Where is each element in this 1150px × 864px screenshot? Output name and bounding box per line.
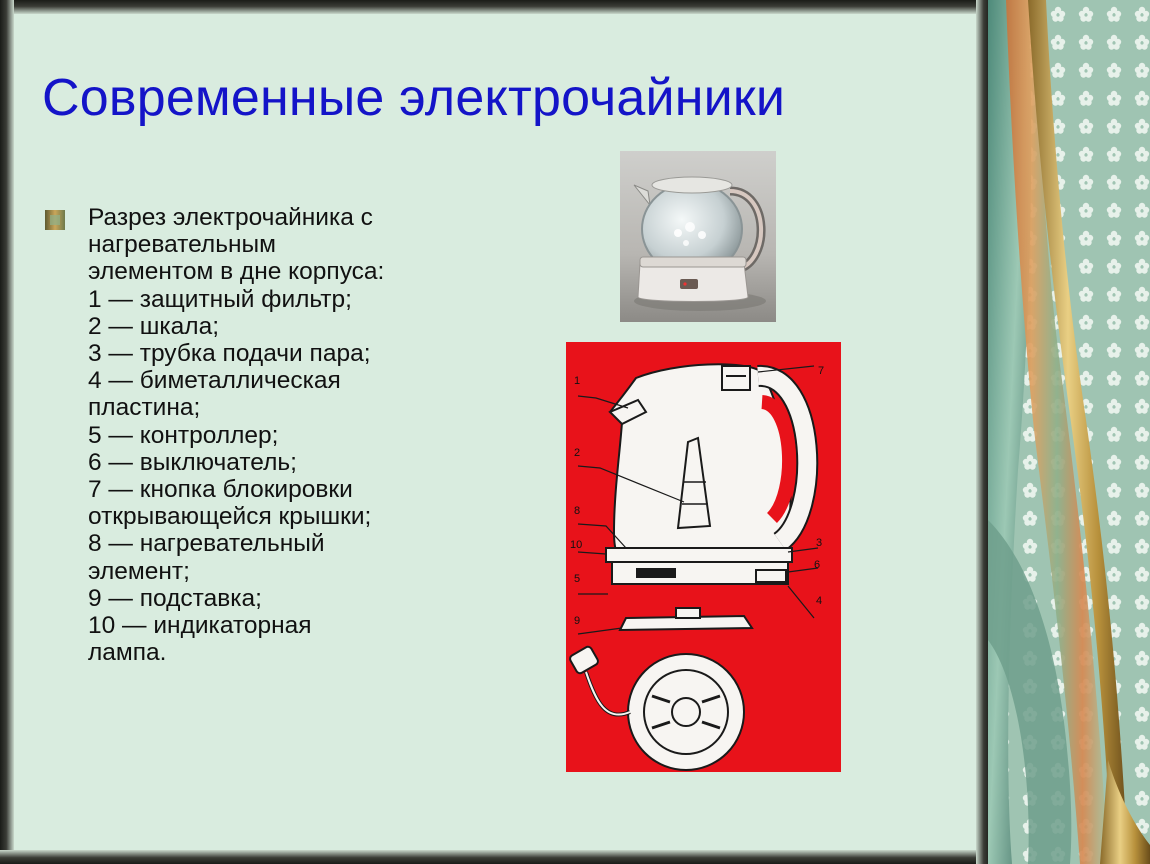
frame-bottom <box>0 850 990 864</box>
kettle-cutaway-diagram <box>566 342 841 772</box>
body-line: нагревательным <box>88 231 276 259</box>
frame-top <box>0 0 990 14</box>
body-line: пластина; <box>88 394 201 422</box>
body-line: элемент; <box>88 557 190 585</box>
diagram-label-6: 6 <box>814 559 821 571</box>
body-line: 4 — биметаллическая <box>88 367 341 395</box>
body-line: 2 — шкала; <box>88 312 220 340</box>
body-line: Разрез электрочайника с <box>88 204 373 231</box>
frame-left <box>0 0 14 864</box>
body-line: лампа. <box>88 639 167 667</box>
diagram-label-9: 9 <box>574 615 581 627</box>
body-text <box>88 204 508 666</box>
body-line: 8 — нагревательный <box>88 530 325 558</box>
body-line: элементом в дне корпуса: <box>88 258 385 286</box>
body-line: 5 — контроллер; <box>88 421 279 449</box>
decorative-curtain-panel <box>988 0 1150 864</box>
diagram-label-8: 8 <box>574 505 581 517</box>
diagram-label-1: 1 <box>574 375 581 387</box>
diagram-label-4: 4 <box>816 595 823 607</box>
body-line: 1 — защитный фильтр; <box>88 285 352 313</box>
body-line: 3 — трубка подачи пара; <box>88 340 371 368</box>
body-line: 9 — подставка; <box>88 584 262 612</box>
body-line: открывающейся крышки; <box>88 503 372 531</box>
diagram-label-10: 10 <box>570 539 583 551</box>
diagram-label-7: 7 <box>818 365 825 377</box>
body-line: 6 — выключатель; <box>88 448 297 476</box>
body-line: 7 — кнопка блокировки <box>88 476 353 504</box>
kettle-photo <box>620 151 776 322</box>
square-bullet-icon <box>44 209 66 231</box>
diagram-label-2: 2 <box>574 447 581 459</box>
body-line: 10 — индикаторная <box>88 612 312 640</box>
diagram-label-3: 3 <box>816 537 823 549</box>
slide-title: Современные электрочайники <box>42 69 786 127</box>
diagram-label-5: 5 <box>574 573 581 585</box>
